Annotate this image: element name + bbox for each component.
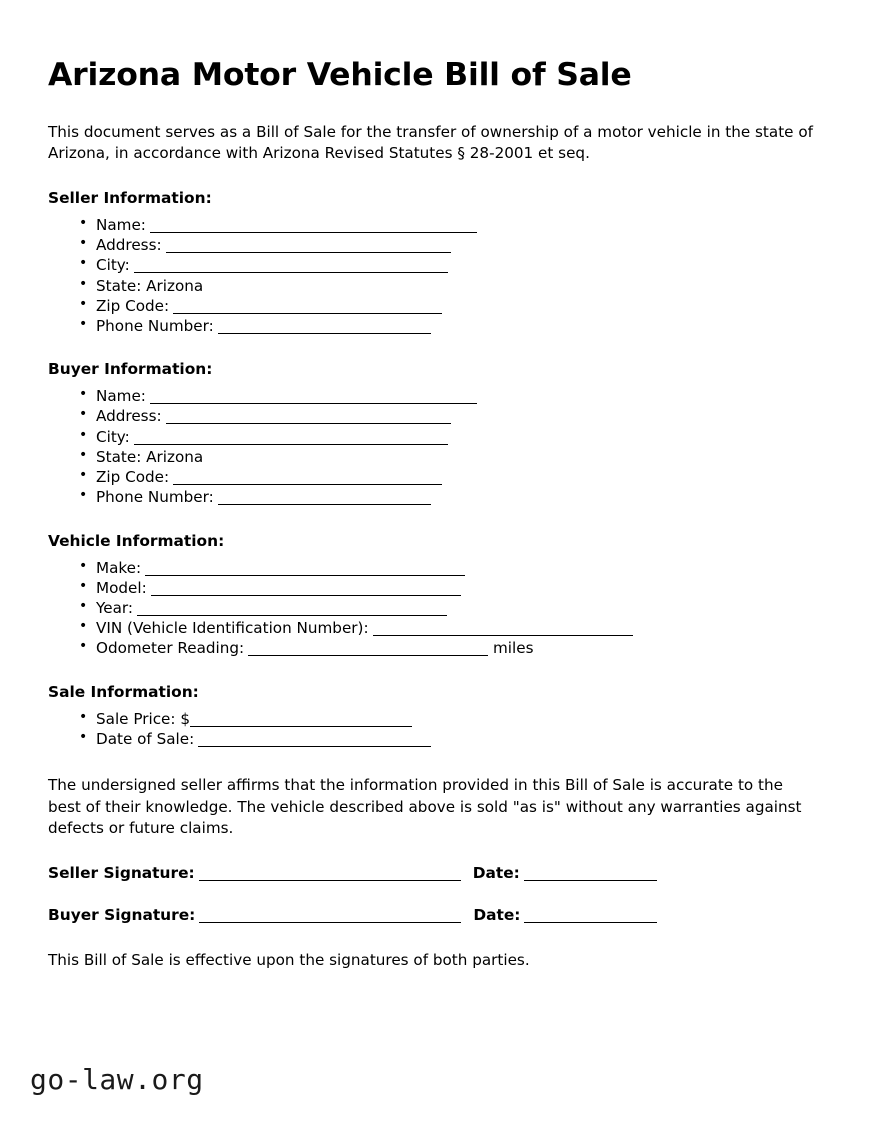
field-blank-line[interactable]	[150, 232, 477, 233]
signature-label: Seller Signature:	[48, 863, 195, 882]
signature-blank-line[interactable]	[199, 880, 461, 881]
signature-row	[48, 840, 821, 882]
field-suffix: miles	[488, 639, 534, 658]
field-label: Name:	[96, 387, 146, 406]
date-blank-line[interactable]	[524, 922, 657, 923]
field-row	[78, 235, 821, 255]
field-blank-line[interactable]	[248, 655, 488, 656]
field-blank-line[interactable]	[218, 504, 431, 505]
section-heading-sale: Sale Information:	[48, 682, 199, 701]
field-blank-line[interactable]	[198, 746, 431, 747]
date-label: Date:	[472, 863, 520, 882]
field-label: VIN (Vehicle Identification Number):	[96, 619, 369, 638]
field-label: Name:	[96, 215, 146, 234]
field-label: Zip Code:	[96, 296, 170, 315]
field-row	[78, 578, 821, 598]
vehicle-fields-list	[48, 550, 821, 659]
field-blank-line[interactable]	[134, 272, 448, 273]
signature-label: Buyer Signature:	[48, 905, 196, 924]
affirmation-paragraph: The undersigned seller affirms that the information provided in this Bill of Sale is accurate to the best of their knowledge. The vehicle described above is sold "as is" without any warranties against defects or future claims.	[48, 776, 802, 838]
section-heading-vehicle: Vehicle Information:	[48, 531, 225, 550]
field-row	[78, 296, 821, 316]
field-label: Model:	[96, 578, 147, 597]
field-row	[78, 316, 821, 336]
signature-block	[48, 840, 821, 924]
closing-statement: This Bill of Sale is effective upon the signatures of both parties.	[48, 950, 530, 969]
section-heading-seller: Seller Information:	[48, 188, 212, 207]
seller-fields-list	[48, 207, 821, 336]
field-label: Address:	[96, 407, 162, 426]
field-blank-line[interactable]	[173, 484, 442, 485]
field-blank-line[interactable]	[190, 726, 412, 727]
field-row	[78, 618, 821, 638]
field-blank-line[interactable]	[150, 403, 477, 404]
section-heading-buyer: Buyer Information:	[48, 360, 213, 379]
field-label: State:	[96, 447, 142, 466]
field-row	[78, 558, 821, 578]
field-label: Year:	[96, 599, 134, 618]
field-row	[78, 467, 821, 487]
field-blank-line[interactable]	[173, 313, 442, 314]
field-row	[78, 255, 821, 275]
field-blank-line[interactable]	[166, 423, 451, 424]
field-label: Date of Sale:	[96, 729, 195, 748]
field-row	[78, 598, 821, 618]
field-label: City:	[96, 427, 130, 446]
signature-blank-line[interactable]	[199, 922, 461, 923]
field-label: Zip Code:	[96, 468, 170, 487]
field-blank-line[interactable]	[218, 333, 431, 334]
field-label: Odometer Reading:	[96, 639, 245, 658]
field-row	[78, 487, 821, 507]
field-row	[78, 447, 821, 467]
field-label: Make:	[96, 558, 142, 577]
date-label: Date:	[473, 905, 521, 924]
field-row	[78, 729, 821, 749]
field-blank-line[interactable]	[137, 615, 447, 616]
field-value: Arizona	[141, 447, 204, 466]
field-row	[78, 427, 821, 447]
field-blank-line[interactable]	[145, 575, 465, 576]
field-row	[78, 215, 821, 235]
field-row	[78, 276, 821, 296]
field-blank-line[interactable]	[151, 595, 461, 596]
field-blank-line[interactable]	[134, 444, 448, 445]
buyer-fields-list	[48, 378, 821, 507]
field-row	[78, 406, 821, 426]
field-blank-line[interactable]	[166, 252, 451, 253]
field-label: Phone Number:	[96, 488, 214, 507]
field-label: Sale Price: $	[96, 709, 190, 728]
date-blank-line[interactable]	[524, 880, 657, 881]
field-label: City:	[96, 256, 130, 275]
field-row	[78, 638, 821, 658]
field-label: State:	[96, 276, 142, 295]
page-title: Arizona Motor Vehicle Bill of Sale	[48, 57, 632, 93]
field-label: Address:	[96, 236, 162, 255]
field-row	[78, 709, 821, 729]
sale-fields-list	[48, 701, 821, 749]
site-watermark: go-law.org	[30, 1063, 204, 1096]
field-value: Arizona	[141, 276, 204, 295]
field-label: Phone Number:	[96, 317, 214, 336]
field-blank-line[interactable]	[373, 635, 633, 636]
intro-paragraph: This document serves as a Bill of Sale for the transfer of ownership of a motor vehicle in the state of Arizona, in accordance with Arizona Revised Statutes § 28-2001 et seq.	[48, 122, 813, 163]
signature-row	[48, 882, 821, 924]
field-row	[78, 386, 821, 406]
